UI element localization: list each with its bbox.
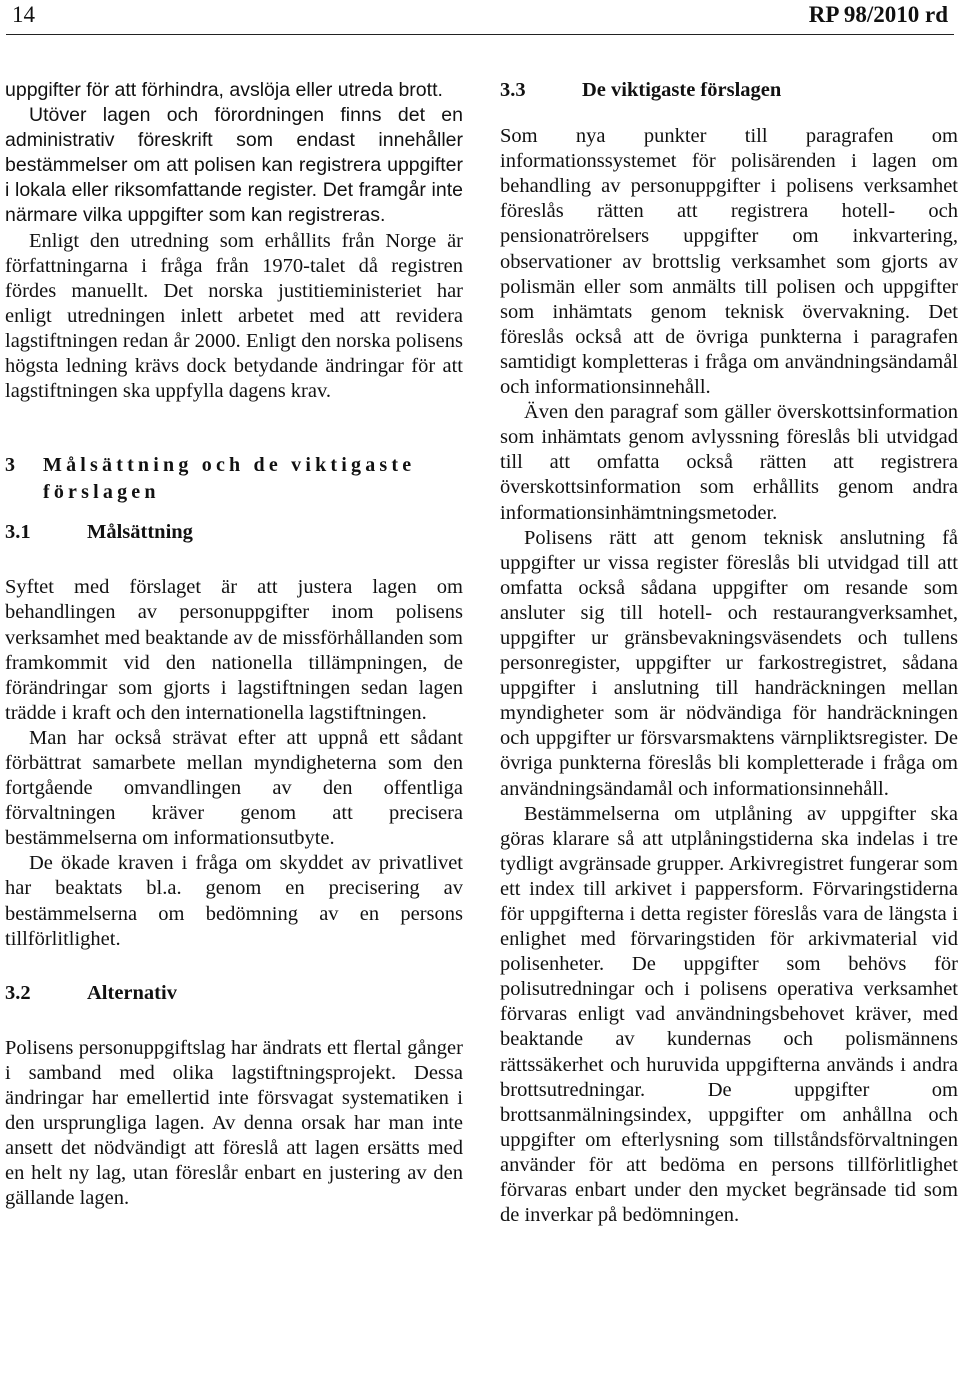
section-heading-3 <box>5 452 463 506</box>
paragraph-technical-connection: Polisens rätt att genom teknisk anslutning få uppgifter ur vissa register föreslås bli utvidgad till att omfatta också sådana uppgifter om resande som ansluter sig till hotell- och restaurangverksamhet, uppgifter ur gränsbevakningsväsendets och tullens personregister, uppgifter ur farkostregistret, sådana uppgifter i anslutning till handräckningen mellan myndigheter som är nödvändiga för handräckningen och uppgifter ur försvarsmaktens värnpliktsregister. De övriga punkterna föreslås bli kompletterade i fråga om användningsändamål och informationsinnehåll. <box>500 526 958 800</box>
section-title: Målsättning och de viktigaste förslagen <box>43 454 416 504</box>
section-title: Alternativ <box>87 981 177 1004</box>
section-title: Målsättning <box>87 521 193 544</box>
page-header <box>6 0 954 35</box>
section-number: 3.3 <box>500 79 526 101</box>
paragraph-continued: uppgifter för att förhindra, avslöja eller utreda brott. <box>5 79 443 101</box>
section-number: 3 <box>5 454 15 477</box>
left-column <box>5 78 463 1211</box>
right-column <box>500 78 958 1228</box>
paragraph-purpose: Syftet med förslaget är att justera lagen om behandlingen av personuppgifter inom polisens verksamhet med beaktande av de missförhållanden som framkommit vid den nationella tillämpningen, de förändringar som gjorts i lagstiftningen sedan lagen trädde i kraft och den internationella lagstiftningen. <box>5 576 463 724</box>
paragraph-alternatives: Polisens personuppgiftslag har ändrats ett flertal gånger i samband med olika lagstiftningsprojekt. Dessa ändringar har emellertid inte försvagat systematiken i den ursprungliga lagen. Av denna orsak har man inte ansett det nödvändigt att föreslå att lagen ersätts med en helt ny lag, utan föreslår enbart en justering av den gällande lagen. <box>5 1036 463 1210</box>
paragraph-admin-regulation: Utöver lagen och förordningen finns det en administrativ föreskrift som endast innehåller bestämmelser om att polisen kan registrera uppgifter i lokala eller riksomfattande register. Det framgår inte närmare vilka uppgifter som kan registreras. <box>5 104 463 227</box>
page-number: 14 <box>12 2 35 27</box>
paragraph-surplus-information: Även den paragraf som gäller överskottsinformation som inhämtats genom avlyssning föreslås bli utvidgad till att omfatta också rätten att registrera överskottsinformation som erhållits genom andra informationsinhämtningsmetoder. <box>500 401 958 524</box>
section-number: 3.2 <box>5 981 31 1004</box>
section-heading-3-2 <box>5 981 463 1006</box>
section-heading-3-3 <box>500 78 958 103</box>
section-heading-3-1 <box>5 520 463 545</box>
paragraph-new-points: Som nya punkter till paragrafen om informationssystemet för polisärenden i lagen om behandling av personuppgifter i polisens verksamhet föreslås rätten att registrera hotell- och pensionatrörelsers uppgifter om inkvartering, observationer av brottslig verksamhet som gjorts av polismän eller som anmälts till polisen och uppgifter som inhämtats genom teknisk övervakning. Det föreslås också att de övriga punkterna i paragrafen samtidigt kompletteras i fråga om användningsändamål och informationsinnehåll. <box>500 125 958 399</box>
section-title: De viktigaste förslagen <box>582 79 782 101</box>
paragraph-cooperation: Man har också strävat efter att uppnå ett sådant förbättrat samarbete mellan myndigheterna som den fortgående omvandlingen av den offentliga förvaltningen kräver genom att precisera bestämmelserna om informationsutbyte. <box>5 726 463 850</box>
document-id: RP 98/2010 rd <box>808 2 948 27</box>
paragraph-norway-report: Enligt den utredning som erhållits från Norge är författningarna i fråga från 1970-talet då registren fördes manuellt. Det norska justitieministeriet har enligt utredningen inlett arbetet med att revidera lagstiftningen redan år 2000. Enligt den norska polisens högsta ledning krävs dock betydande ändringar för att lagstiftningen ska uppfylla dagens krav. <box>5 229 463 403</box>
paragraph-deletion-rules: Bestämmelserna om utplåning av uppgifter ska göras klarare så att utplåningstiderna ska indelas i tre tydligt avgränsade grupper. Arkivregistret fungerar som ett index till arkivet i pappersform. Förvaringstiderna för uppgifterna i detta register föreslås vara de längsta i enlighet med förvaringstiden för arkivmaterial vid polisenheter. De uppgifter som behövs för polisutredningar och i polisens operativa verksamhet förvaras enligt vad användningsbehovet kräver, med beaktande av kundernas och polismännens rättssäkerhet och huruvida uppgifterna används i andra brottsutredningar. De uppgifter om brottsanmälningsindex, uppgifter om anhållna och uppgifter om efterlysning som tillståndsförvaltningen använder för att bedöma en persons tillförlitlighet förvaras enbart under den mycket begränsade tid som de inverkar på bedömningen. <box>500 802 958 1227</box>
section-number: 3.1 <box>5 521 31 544</box>
paragraph-privacy: De ökade kraven i fråga om skyddet av privatlivet har beaktats bl.a. genom en precisering av bestämmelserna om bedömning av en persons tillförlitlighet. <box>5 852 463 950</box>
